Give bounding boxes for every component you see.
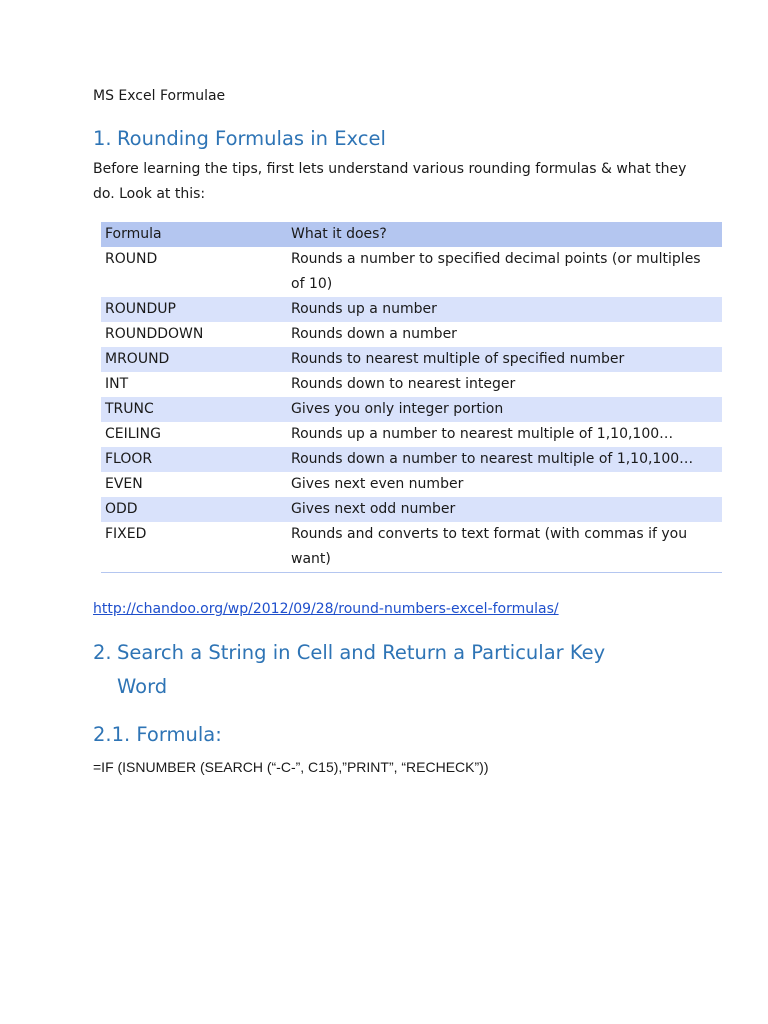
table-row bbox=[101, 297, 722, 322]
section-2-title-line2: Word bbox=[117, 675, 168, 698]
formula-name-cell: FLOOR bbox=[101, 447, 287, 472]
table-row bbox=[101, 347, 722, 372]
table-header-description: What it does? bbox=[287, 222, 722, 247]
table-row bbox=[101, 247, 722, 297]
section-2-number: 2. bbox=[93, 641, 112, 664]
table-header-formula: Formula bbox=[101, 222, 287, 247]
formula-name-cell: FIXED bbox=[101, 522, 287, 573]
formula-description-cell: Gives next odd number bbox=[287, 497, 722, 522]
table-row bbox=[101, 447, 722, 472]
table-row bbox=[101, 422, 722, 447]
table-row bbox=[101, 497, 722, 522]
section-1-number: 1. bbox=[93, 127, 112, 150]
section-1-title: Rounding Formulas in Excel bbox=[117, 127, 386, 150]
formula-name-cell: EVEN bbox=[101, 472, 287, 497]
formula-description-cell: Rounds down to nearest integer bbox=[287, 372, 722, 397]
formula-name-cell: ODD bbox=[101, 497, 287, 522]
section-2-title-line1: Search a String in Cell and Return a Particular Key bbox=[117, 641, 606, 664]
formula-name-cell: CEILING bbox=[101, 422, 287, 447]
formula-description-cell: Rounds down a number bbox=[287, 322, 722, 347]
chandoo-link[interactable]: http://chandoo.org/wp/2012/09/28/round-numbers-excel-formulas/ bbox=[93, 601, 559, 617]
formula-name-cell: TRUNC bbox=[101, 397, 287, 422]
formula-name-cell: INT bbox=[101, 372, 287, 397]
table-row bbox=[101, 322, 722, 347]
formula-description-cell: Rounds up a number bbox=[287, 297, 722, 322]
formula-name-cell: ROUND bbox=[101, 247, 287, 297]
rounding-formulas-table bbox=[101, 222, 722, 573]
section-1-intro: Before learning the tips, first lets understand various rounding formulas & what they do. Look at this: bbox=[93, 161, 687, 202]
formula-name-cell: ROUNDUP bbox=[101, 297, 287, 322]
formula-name-cell: MROUND bbox=[101, 347, 287, 372]
table-row bbox=[101, 372, 722, 397]
formula-description-cell: Rounds down a number to nearest multiple of 1,10,100… bbox=[287, 447, 722, 472]
table-row bbox=[101, 472, 722, 497]
section-2-heading bbox=[93, 636, 693, 704]
formula-description-cell: Gives next even number bbox=[287, 472, 722, 497]
table-row bbox=[101, 522, 722, 573]
section-1-heading bbox=[93, 122, 386, 156]
document-title: MS Excel Formulae bbox=[93, 88, 226, 104]
section-2-1-heading: 2.1. Formula: bbox=[93, 723, 222, 746]
formula-name-cell: ROUNDDOWN bbox=[101, 322, 287, 347]
formula-description-cell: Rounds and converts to text format (with commas if you want) bbox=[287, 522, 722, 573]
formula-description-cell: Rounds up a number to nearest multiple of 1,10,100… bbox=[287, 422, 722, 447]
table-header-row bbox=[101, 222, 722, 247]
formula-description-cell: Rounds to nearest multiple of specified number bbox=[287, 347, 722, 372]
formula-description-cell: Rounds a number to specified decimal points (or multiples of 10) bbox=[287, 247, 722, 297]
formula-description-cell: Gives you only integer portion bbox=[287, 397, 722, 422]
table-body bbox=[101, 247, 722, 573]
search-formula: =IF (ISNUMBER (SEARCH (“-C-”, C15),”PRINT”, “RECHECK”)) bbox=[93, 759, 489, 775]
table-row bbox=[101, 397, 722, 422]
